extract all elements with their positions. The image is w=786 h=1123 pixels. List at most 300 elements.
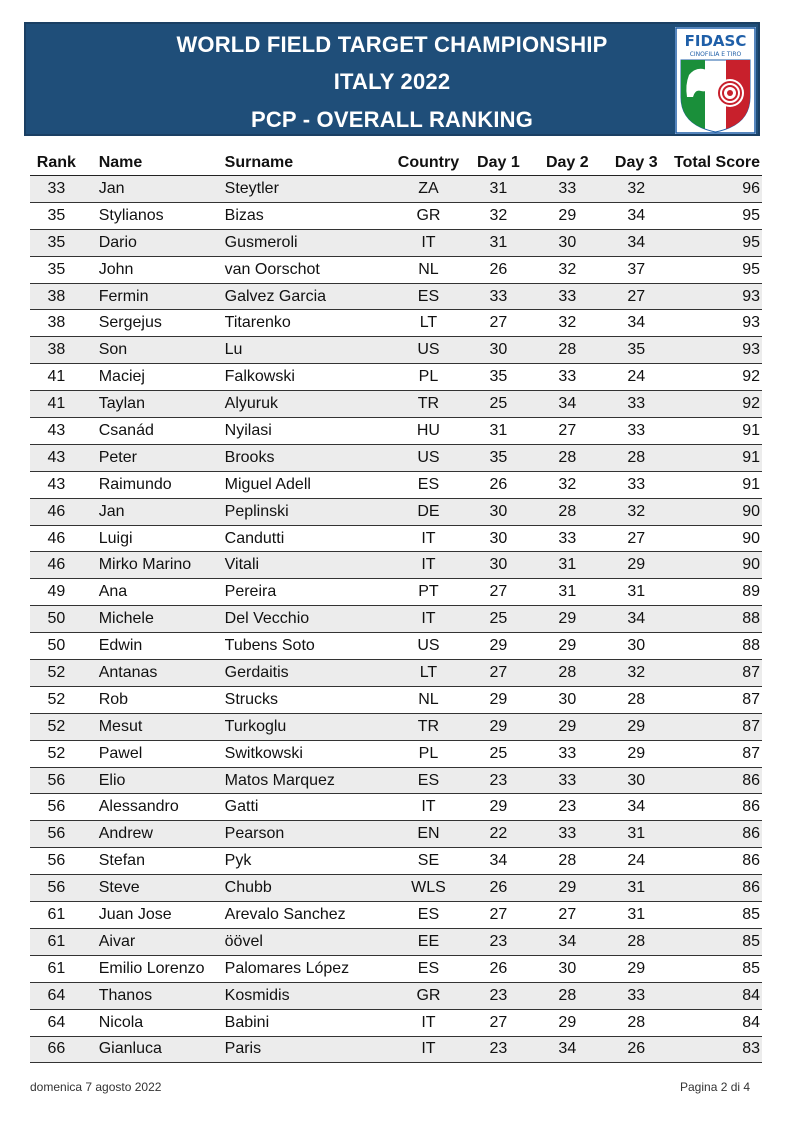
cell-day1: 27: [464, 660, 533, 687]
cell-surname: Kosmidis: [225, 982, 393, 1009]
cell-name: Nicola: [83, 1009, 225, 1036]
cell-country: PL: [393, 364, 464, 391]
table-row: [30, 202, 762, 229]
table-row: [30, 471, 762, 498]
cell-day2: 29: [533, 875, 602, 902]
cell-surname: Falkowski: [225, 364, 393, 391]
cell-day3: 33: [602, 391, 671, 418]
column-header-day3: Day 3: [602, 150, 671, 176]
cell-day2: 27: [533, 902, 602, 929]
cell-total-score: 85: [671, 928, 762, 955]
cell-day1: 35: [464, 364, 533, 391]
table-row: [30, 955, 762, 982]
cell-day3: 24: [602, 848, 671, 875]
cell-total-score: 87: [671, 713, 762, 740]
cell-day2: 33: [533, 364, 602, 391]
cell-day3: 34: [602, 202, 671, 229]
cell-day1: 29: [464, 686, 533, 713]
cell-surname: Peplinski: [225, 498, 393, 525]
fidasc-tagline-text: CINOFILIA E TIRO: [689, 51, 742, 58]
cell-total-score: 96: [671, 176, 762, 203]
table-row: [30, 902, 762, 929]
cell-day1: 30: [464, 552, 533, 579]
cell-rank: 61: [30, 902, 83, 929]
cell-day3: 29: [602, 552, 671, 579]
cell-name: Maciej: [83, 364, 225, 391]
cell-day1: 26: [464, 471, 533, 498]
cell-day2: 31: [533, 579, 602, 606]
cell-rank: 50: [30, 606, 83, 633]
cell-day3: 31: [602, 875, 671, 902]
column-header-surname: Surname: [225, 150, 393, 176]
cell-surname: Miguel Adell: [225, 471, 393, 498]
cell-day1: 30: [464, 498, 533, 525]
cell-name: Steve: [83, 875, 225, 902]
cell-surname: Gerdaitis: [225, 660, 393, 687]
cell-day3: 30: [602, 633, 671, 660]
cell-day1: 33: [464, 283, 533, 310]
cell-day1: 22: [464, 821, 533, 848]
cell-day3: 33: [602, 418, 671, 445]
cell-day3: 28: [602, 928, 671, 955]
cell-day1: 29: [464, 713, 533, 740]
cell-day2: 28: [533, 982, 602, 1009]
column-header-name: Name: [83, 150, 225, 176]
championship-location-year: ITALY 2022: [333, 69, 451, 94]
cell-day1: 26: [464, 256, 533, 283]
cell-rank: 43: [30, 471, 83, 498]
cell-name: Juan Jose: [83, 902, 225, 929]
cell-day2: 29: [533, 202, 602, 229]
cell-surname: Gusmeroli: [225, 229, 393, 256]
cell-surname: Strucks: [225, 686, 393, 713]
cell-rank: 38: [30, 310, 83, 337]
table-row: [30, 875, 762, 902]
cell-country: DE: [393, 498, 464, 525]
cell-country: TR: [393, 713, 464, 740]
cell-rank: 66: [30, 1036, 83, 1063]
cell-name: Ana: [83, 579, 225, 606]
cell-day1: 25: [464, 391, 533, 418]
cell-country: IT: [393, 794, 464, 821]
cell-day3: 29: [602, 955, 671, 982]
cell-day3: 30: [602, 767, 671, 794]
cell-name: Raimundo: [83, 471, 225, 498]
cell-total-score: 86: [671, 848, 762, 875]
cell-surname: Pereira: [225, 579, 393, 606]
cell-name: Elio: [83, 767, 225, 794]
cell-total-score: 86: [671, 875, 762, 902]
cell-rank: 61: [30, 955, 83, 982]
table-row: [30, 928, 762, 955]
cell-day2: 30: [533, 955, 602, 982]
cell-country: LT: [393, 660, 464, 687]
table-row: [30, 660, 762, 687]
cell-name: Son: [83, 337, 225, 364]
column-header-rank: Rank: [30, 150, 83, 176]
cell-country: IT: [393, 229, 464, 256]
cell-day2: 29: [533, 633, 602, 660]
table-row: [30, 579, 762, 606]
table-row: [30, 552, 762, 579]
cell-surname: Bizas: [225, 202, 393, 229]
table-row: [30, 364, 762, 391]
cell-rank: 52: [30, 713, 83, 740]
cell-day1: 29: [464, 794, 533, 821]
cell-day1: 35: [464, 444, 533, 471]
cell-name: Edwin: [83, 633, 225, 660]
cell-day2: 28: [533, 337, 602, 364]
cell-day2: 33: [533, 525, 602, 552]
cell-name: Sergejus: [83, 310, 225, 337]
cell-day1: 26: [464, 955, 533, 982]
table-row: [30, 391, 762, 418]
cell-rank: 64: [30, 1009, 83, 1036]
cell-day3: 37: [602, 256, 671, 283]
cell-country: PT: [393, 579, 464, 606]
cell-surname: Lu: [225, 337, 393, 364]
column-header-country: Country: [393, 150, 464, 176]
cell-day3: 34: [602, 794, 671, 821]
cell-rank: 43: [30, 444, 83, 471]
cell-surname: Nyilasi: [225, 418, 393, 445]
cell-surname: Vitali: [225, 552, 393, 579]
cell-name: Alessandro: [83, 794, 225, 821]
cell-day3: 31: [602, 902, 671, 929]
cell-name: Rob: [83, 686, 225, 713]
cell-total-score: 87: [671, 660, 762, 687]
cell-surname: Paris: [225, 1036, 393, 1063]
cell-rank: 46: [30, 552, 83, 579]
ranking-title: PCP - OVERALL RANKING: [250, 107, 534, 132]
cell-day3: 27: [602, 283, 671, 310]
table-row: [30, 525, 762, 552]
cell-day3: 33: [602, 982, 671, 1009]
table-row: [30, 767, 762, 794]
cell-day2: 28: [533, 660, 602, 687]
cell-surname: Alyuruk: [225, 391, 393, 418]
cell-country: IT: [393, 606, 464, 633]
cell-name: Jan: [83, 176, 225, 203]
cell-rank: 43: [30, 418, 83, 445]
cell-total-score: 85: [671, 902, 762, 929]
table-row: [30, 444, 762, 471]
cell-surname: Palomares López: [225, 955, 393, 982]
cell-total-score: 90: [671, 498, 762, 525]
title-banner: [24, 22, 760, 136]
cell-rank: 49: [30, 579, 83, 606]
cell-rank: 41: [30, 391, 83, 418]
cell-country: US: [393, 444, 464, 471]
cell-country: ES: [393, 767, 464, 794]
cell-day2: 31: [533, 552, 602, 579]
fidasc-brand-text: FIDASC: [684, 32, 747, 50]
cell-surname: Candutti: [225, 525, 393, 552]
table-row: [30, 740, 762, 767]
table-row: [30, 982, 762, 1009]
cell-surname: Turkoglu: [225, 713, 393, 740]
cell-day2: 32: [533, 471, 602, 498]
cell-day1: 23: [464, 1036, 533, 1063]
cell-day2: 33: [533, 740, 602, 767]
cell-total-score: 95: [671, 256, 762, 283]
table-row: [30, 633, 762, 660]
footer-page-number: Pagina 2 di 4: [680, 1080, 751, 1094]
cell-rank: 46: [30, 525, 83, 552]
cell-day3: 28: [602, 1009, 671, 1036]
cell-country: US: [393, 633, 464, 660]
cell-total-score: 92: [671, 364, 762, 391]
cell-day2: 23: [533, 794, 602, 821]
cell-day1: 27: [464, 310, 533, 337]
cell-country: IT: [393, 1036, 464, 1063]
table-header-row: [30, 150, 762, 176]
cell-country: LT: [393, 310, 464, 337]
cell-total-score: 89: [671, 579, 762, 606]
table-row: [30, 713, 762, 740]
cell-day3: 33: [602, 471, 671, 498]
cell-surname: Tubens Soto: [225, 633, 393, 660]
cell-day2: 30: [533, 229, 602, 256]
cell-total-score: 87: [671, 686, 762, 713]
table-row: [30, 1036, 762, 1063]
cell-day2: 28: [533, 444, 602, 471]
cell-total-score: 90: [671, 525, 762, 552]
cell-day2: 33: [533, 767, 602, 794]
cell-country: TR: [393, 391, 464, 418]
cell-country: NL: [393, 256, 464, 283]
fidasc-shield-icon: [675, 27, 756, 134]
cell-name: Peter: [83, 444, 225, 471]
fidasc-logo: [675, 27, 756, 134]
cell-rank: 35: [30, 256, 83, 283]
cell-country: IT: [393, 1009, 464, 1036]
cell-day3: 27: [602, 525, 671, 552]
cell-day2: 34: [533, 928, 602, 955]
cell-day3: 32: [602, 176, 671, 203]
table-row: [30, 256, 762, 283]
cell-rank: 35: [30, 229, 83, 256]
table-row: [30, 176, 762, 203]
cell-rank: 56: [30, 767, 83, 794]
cell-total-score: 88: [671, 633, 762, 660]
table-row: [30, 794, 762, 821]
cell-day2: 28: [533, 848, 602, 875]
cell-rank: 56: [30, 875, 83, 902]
cell-surname: Titarenko: [225, 310, 393, 337]
cell-rank: 35: [30, 202, 83, 229]
cell-day3: 32: [602, 498, 671, 525]
cell-day2: 29: [533, 1009, 602, 1036]
cell-name: Thanos: [83, 982, 225, 1009]
cell-country: GR: [393, 982, 464, 1009]
cell-name: Stefan: [83, 848, 225, 875]
cell-day1: 30: [464, 337, 533, 364]
cell-rank: 33: [30, 176, 83, 203]
table-row: [30, 1009, 762, 1036]
cell-total-score: 95: [671, 229, 762, 256]
column-header-day2: Day 2: [533, 150, 602, 176]
cell-rank: 56: [30, 848, 83, 875]
cell-total-score: 91: [671, 418, 762, 445]
cell-surname: Gatti: [225, 794, 393, 821]
cell-surname: öövel: [225, 928, 393, 955]
cell-day3: 29: [602, 740, 671, 767]
cell-rank: 52: [30, 686, 83, 713]
cell-day3: 26: [602, 1036, 671, 1063]
cell-country: IT: [393, 552, 464, 579]
cell-day2: 32: [533, 256, 602, 283]
cell-total-score: 88: [671, 606, 762, 633]
cell-day1: 34: [464, 848, 533, 875]
table-row: [30, 337, 762, 364]
cell-total-score: 83: [671, 1036, 762, 1063]
cell-day1: 23: [464, 767, 533, 794]
cell-country: IT: [393, 525, 464, 552]
cell-surname: van Oorschot: [225, 256, 393, 283]
cell-day1: 31: [464, 176, 533, 203]
cell-total-score: 85: [671, 955, 762, 982]
cell-rank: 38: [30, 283, 83, 310]
cell-total-score: 93: [671, 283, 762, 310]
cell-name: Aivar: [83, 928, 225, 955]
cell-day1: 31: [464, 229, 533, 256]
cell-day3: 34: [602, 310, 671, 337]
cell-day1: 25: [464, 606, 533, 633]
cell-day2: 29: [533, 606, 602, 633]
cell-surname: Brooks: [225, 444, 393, 471]
cell-name: Csanád: [83, 418, 225, 445]
cell-day3: 24: [602, 364, 671, 391]
cell-rank: 46: [30, 498, 83, 525]
cell-day1: 27: [464, 902, 533, 929]
cell-country: US: [393, 337, 464, 364]
cell-country: EE: [393, 928, 464, 955]
cell-day1: 26: [464, 875, 533, 902]
cell-rank: 56: [30, 821, 83, 848]
cell-name: Stylianos: [83, 202, 225, 229]
cell-day2: 33: [533, 176, 602, 203]
cell-total-score: 91: [671, 444, 762, 471]
cell-country: NL: [393, 686, 464, 713]
cell-day1: 27: [464, 1009, 533, 1036]
cell-name: Luigi: [83, 525, 225, 552]
cell-surname: Matos Marquez: [225, 767, 393, 794]
table-row: [30, 686, 762, 713]
cell-day2: 29: [533, 713, 602, 740]
cell-name: Pawel: [83, 740, 225, 767]
table-row: [30, 418, 762, 445]
cell-day1: 23: [464, 928, 533, 955]
cell-day2: 32: [533, 310, 602, 337]
championship-title: WORLD FIELD TARGET CHAMPIONSHIP: [176, 32, 608, 57]
cell-total-score: 84: [671, 982, 762, 1009]
cell-name: Mirko Marino: [83, 552, 225, 579]
cell-day2: 28: [533, 498, 602, 525]
cell-rank: 38: [30, 337, 83, 364]
cell-day3: 34: [602, 229, 671, 256]
table-row: [30, 498, 762, 525]
cell-name: Taylan: [83, 391, 225, 418]
cell-name: Jan: [83, 498, 225, 525]
cell-country: SE: [393, 848, 464, 875]
cell-day2: 33: [533, 821, 602, 848]
cell-surname: Pyk: [225, 848, 393, 875]
table-row: [30, 848, 762, 875]
cell-country: WLS: [393, 875, 464, 902]
cell-rank: 64: [30, 982, 83, 1009]
cell-surname: Pearson: [225, 821, 393, 848]
cell-day2: 33: [533, 283, 602, 310]
cell-day3: 29: [602, 713, 671, 740]
cell-rank: 52: [30, 740, 83, 767]
cell-country: ES: [393, 902, 464, 929]
cell-surname: Steytler: [225, 176, 393, 203]
cell-surname: Babini: [225, 1009, 393, 1036]
cell-surname: Del Vecchio: [225, 606, 393, 633]
cell-day3: 31: [602, 821, 671, 848]
cell-total-score: 86: [671, 821, 762, 848]
cell-total-score: 87: [671, 740, 762, 767]
cell-day3: 28: [602, 444, 671, 471]
cell-rank: 56: [30, 794, 83, 821]
table-row: [30, 606, 762, 633]
cell-day3: 32: [602, 660, 671, 687]
cell-surname: Arevalo Sanchez: [225, 902, 393, 929]
cell-surname: Switkowski: [225, 740, 393, 767]
cell-name: Antanas: [83, 660, 225, 687]
cell-country: ES: [393, 471, 464, 498]
cell-day1: 30: [464, 525, 533, 552]
cell-total-score: 93: [671, 310, 762, 337]
cell-rank: 41: [30, 364, 83, 391]
cell-day2: 34: [533, 391, 602, 418]
table-row: [30, 821, 762, 848]
cell-day3: 31: [602, 579, 671, 606]
cell-day2: 34: [533, 1036, 602, 1063]
cell-surname: Galvez Garcia: [225, 283, 393, 310]
cell-name: Michele: [83, 606, 225, 633]
column-header-total-score: Total Score: [671, 150, 762, 176]
ranking-table-body: [30, 176, 762, 1063]
cell-day3: 28: [602, 686, 671, 713]
cell-day1: 23: [464, 982, 533, 1009]
cell-name: Dario: [83, 229, 225, 256]
cell-total-score: 90: [671, 552, 762, 579]
table-row: [30, 229, 762, 256]
cell-total-score: 91: [671, 471, 762, 498]
cell-name: John: [83, 256, 225, 283]
cell-name: Gianluca: [83, 1036, 225, 1063]
cell-total-score: 92: [671, 391, 762, 418]
cell-country: EN: [393, 821, 464, 848]
cell-day3: 34: [602, 606, 671, 633]
cell-total-score: 95: [671, 202, 762, 229]
cell-surname: Chubb: [225, 875, 393, 902]
cell-rank: 50: [30, 633, 83, 660]
ranking-table: [30, 150, 762, 1063]
cell-name: Fermin: [83, 283, 225, 310]
cell-total-score: 86: [671, 767, 762, 794]
cell-rank: 61: [30, 928, 83, 955]
cell-country: ZA: [393, 176, 464, 203]
cell-name: Mesut: [83, 713, 225, 740]
cell-day3: 35: [602, 337, 671, 364]
cell-day1: 31: [464, 418, 533, 445]
cell-day1: 29: [464, 633, 533, 660]
cell-country: GR: [393, 202, 464, 229]
cell-country: PL: [393, 740, 464, 767]
